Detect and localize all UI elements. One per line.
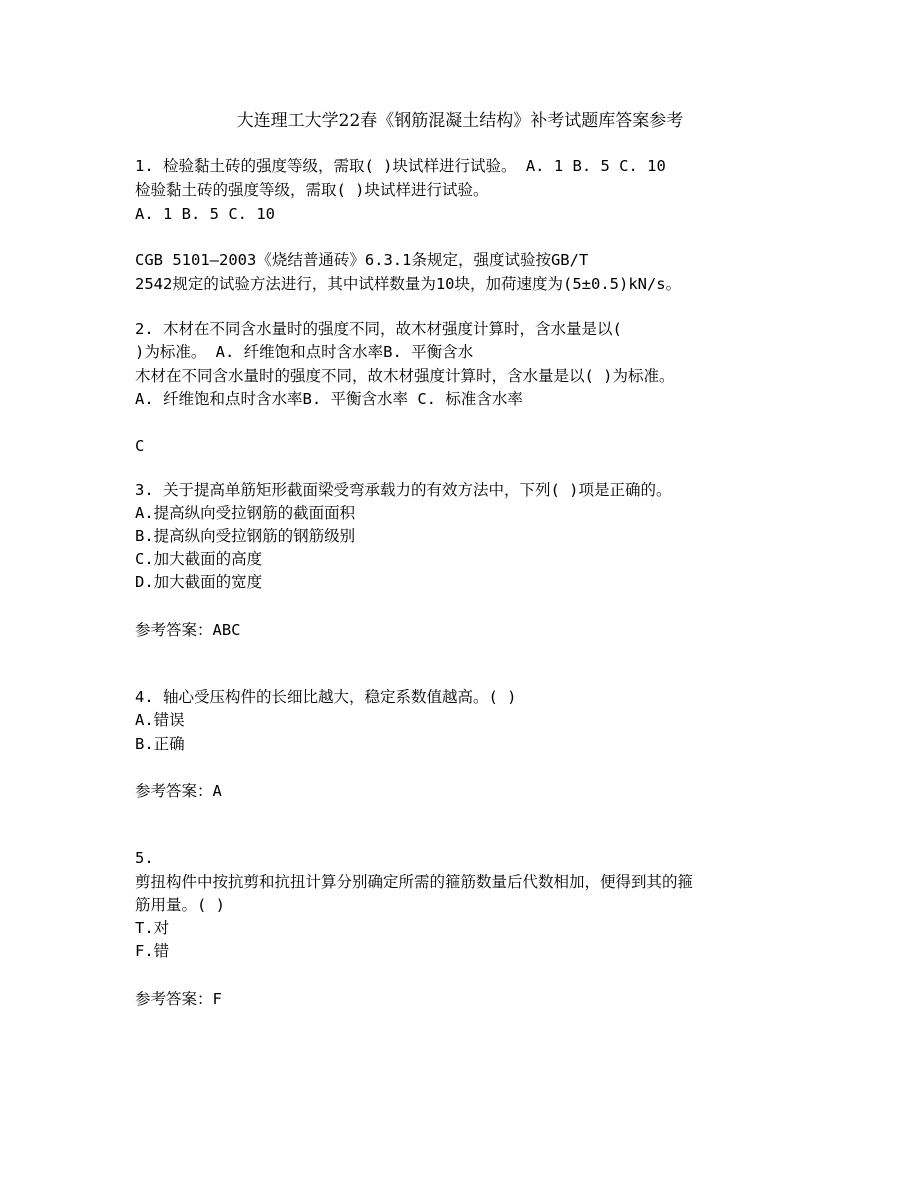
question-3-option-c: C.加大截面的高度 [135,550,263,568]
question-2-line-4: A. 纤维饱和点时含水率B. 平衡含水率 C. 标准含水率 [135,390,523,408]
question-1-line-2: 检验黏土砖的强度等级，需取( )块试样进行试验。 [135,181,489,199]
question-5-number: 5. [135,849,154,867]
question-2-line-1: 2. 木材在不同含水量时的强度不同，故木材强度计算时，含水量是以( [135,320,622,338]
question-4-option-b: B.正确 [135,735,185,753]
question-5-option-t: T.对 [135,919,170,937]
question-2-line-3: 木材在不同含水量时的强度不同，故木材强度计算时，含水量是以( )为标准。 [135,367,675,385]
question-3-answer: 参考答案：ABC [135,621,241,639]
question-5-option-f: F.错 [135,942,170,960]
question-1-line-3: A. 1 B. 5 C. 10 [135,205,275,223]
question-4-stem: 4. 轴心受压构件的长细比越大，稳定系数值越高。( ) [135,688,517,706]
page-title: 大连理工大学22春《钢筋混凝土结构》补考试题库答案参考 [236,111,684,131]
question-5-answer: 参考答案：F [135,990,222,1008]
question-4-answer: 参考答案：A [135,782,222,800]
question-5-stem-line-1: 剪扭构件中按抗剪和抗扭计算分别确定所需的箍筋数量后代数相加，便得到其的箍 [135,873,694,891]
question-3-option-d: D.加大截面的宽度 [135,573,263,591]
question-3-option-a: A.提高纵向受拉钢筋的截面面积 [135,504,356,522]
question-3-option-b: B.提高纵向受拉钢筋的钢筋级别 [135,527,356,545]
question-2-answer: C [135,437,145,455]
question-4-option-a: A.错误 [135,711,185,729]
question-2-line-2: )为标准。 A. 纤维饱和点时含水率B. 平衡含水 [135,343,474,361]
question-1-answer-line-2: 2542规定的试验方法进行，其中试样数量为10块，加荷速度为(5±0.5)kN/s。 [135,275,682,293]
question-1-answer-line-1: CGB 5101—2003《烧结普通砖》6.3.1条规定，强度试验按GB/T [135,251,589,269]
question-1-line-1: 1. 检验黏土砖的强度等级，需取( )块试样进行试验。 A. 1 B. 5 C. 10 [135,157,666,175]
question-3-stem: 3. 关于提高单筋矩形截面梁受弯承载力的有效方法中，下列( )项是正确的。 [135,481,672,499]
question-5-stem-line-2: 筋用量。( ) [135,896,225,914]
